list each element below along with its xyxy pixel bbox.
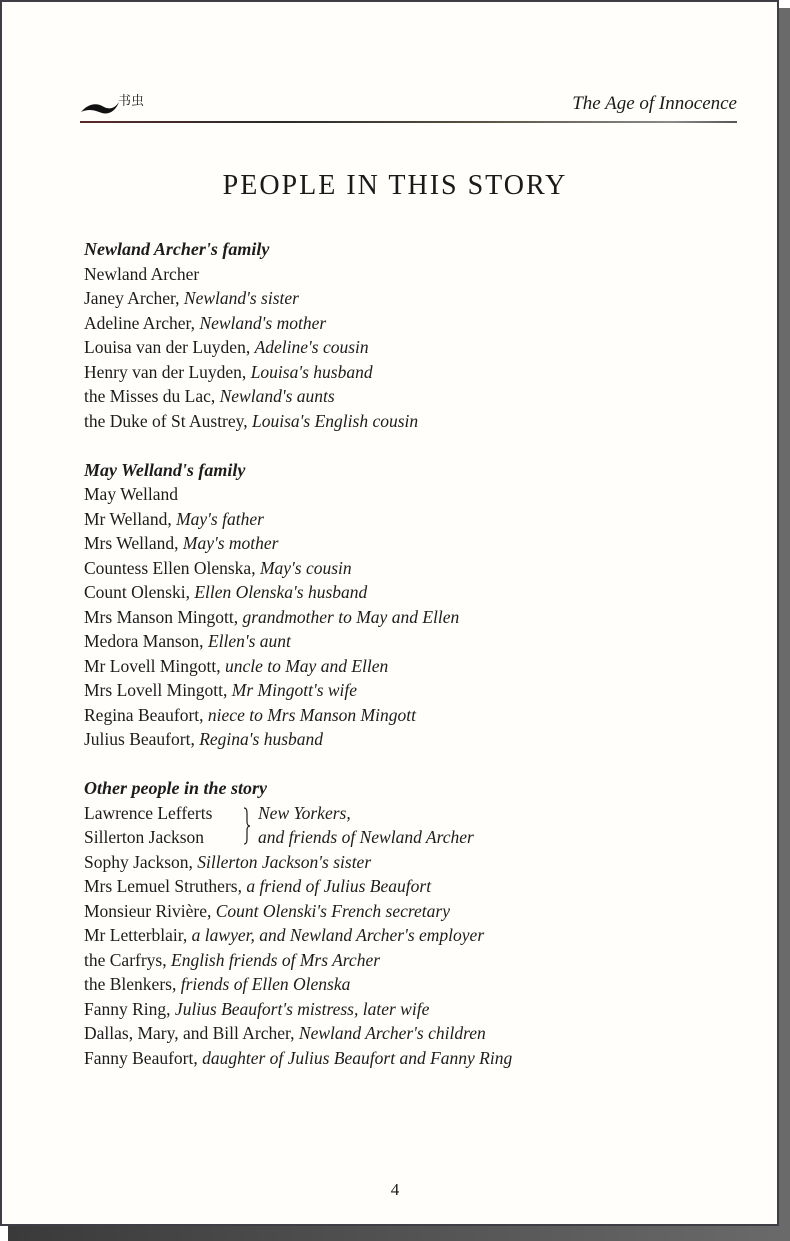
brace-names bbox=[84, 801, 212, 850]
character-entry bbox=[84, 948, 724, 973]
section-archer-family bbox=[84, 237, 724, 433]
character-name: the Carfrys, bbox=[84, 949, 171, 970]
section-heading: May Welland's family bbox=[84, 459, 246, 480]
character-entry bbox=[84, 580, 724, 605]
character-name: Mrs Manson Mingott, bbox=[84, 606, 243, 627]
character-entry bbox=[84, 899, 724, 924]
character-name: the Duke of St Austrey, bbox=[84, 410, 253, 431]
character-desc: daughter of Julius Beaufort and Fanny Ring bbox=[202, 1047, 513, 1068]
character-entry bbox=[84, 360, 724, 385]
character-desc: Count Olenski's French secretary bbox=[215, 900, 450, 921]
header-rule bbox=[80, 121, 737, 123]
brace-description bbox=[258, 801, 474, 850]
character-desc: Louisa's husband bbox=[250, 361, 373, 382]
character-name: the Misses du Lac, bbox=[84, 386, 220, 406]
publisher-logo bbox=[80, 92, 160, 120]
character-entry bbox=[84, 923, 724, 948]
character-entry bbox=[84, 972, 724, 997]
character-name: Monsieur Rivière, bbox=[84, 900, 216, 921]
character-entry bbox=[84, 727, 724, 752]
page-title: PEOPLE IN THIS STORY bbox=[222, 170, 568, 201]
character-desc: Mr Mingott's wife bbox=[231, 680, 358, 700]
character-entry bbox=[84, 629, 724, 654]
character-desc: Adeline's cousin bbox=[254, 337, 369, 357]
book-title: The Age of Innocence bbox=[572, 93, 737, 114]
character-entry bbox=[84, 654, 724, 679]
character-name: Mrs Lovell Mingott, bbox=[84, 680, 232, 700]
character-entry bbox=[84, 850, 724, 875]
character-desc: uncle to May and Ellen bbox=[224, 655, 389, 676]
entries bbox=[84, 850, 724, 1071]
character-entry bbox=[84, 409, 724, 434]
logo-text: 书虫 bbox=[118, 94, 145, 109]
section-heading: Other people in the story bbox=[84, 778, 267, 798]
character-name: Newland Archer bbox=[84, 263, 200, 284]
character-name: Adeline Archer, bbox=[84, 312, 200, 333]
character-entry bbox=[84, 1046, 724, 1071]
character-entry bbox=[84, 678, 724, 703]
character-desc: and friends of Newland Archer bbox=[258, 827, 474, 847]
character-desc: May's father bbox=[176, 508, 264, 529]
character-name: Julius Beaufort, bbox=[84, 729, 200, 749]
character-desc: a friend of Julius Beaufort bbox=[246, 876, 432, 896]
right-brace-icon bbox=[242, 807, 252, 845]
character-name: Sillerton Jackson bbox=[84, 827, 205, 847]
character-name: Mr Letterblair, bbox=[84, 925, 192, 945]
character-name: Fanny Ring, bbox=[84, 998, 175, 1019]
character-desc: Julius Beaufort's mistress, later wife bbox=[174, 998, 430, 1019]
character-name: Sophy Jackson, bbox=[84, 851, 198, 872]
running-header bbox=[80, 88, 737, 124]
character-entry bbox=[84, 997, 724, 1022]
wave-brushstroke-icon bbox=[80, 98, 120, 116]
character-name: Fanny Beaufort, bbox=[84, 1047, 203, 1068]
character-name: Dallas, Mary, and Bill Archer, bbox=[84, 1023, 299, 1043]
character-name: Count Olenski, bbox=[84, 582, 195, 602]
character-name: Mrs Welland, bbox=[84, 533, 183, 553]
character-name: the Blenkers, bbox=[84, 974, 181, 994]
character-desc: Ellen Olenska's husband bbox=[194, 582, 368, 602]
character-entry bbox=[84, 703, 724, 728]
character-name: Medora Manson, bbox=[84, 631, 208, 651]
character-entry bbox=[84, 384, 724, 409]
character-name: Louisa van der Luyden, bbox=[84, 337, 255, 357]
character-entry bbox=[84, 311, 724, 336]
character-entry bbox=[84, 482, 724, 507]
character-entry bbox=[84, 286, 724, 311]
character-desc: Newland Archer's children bbox=[298, 1023, 486, 1043]
character-desc: May's mother bbox=[182, 533, 279, 553]
character-name: Lawrence Lefferts bbox=[84, 802, 213, 823]
character-desc: Sillerton Jackson's sister bbox=[197, 851, 372, 872]
character-desc: Louisa's English cousin bbox=[252, 410, 419, 431]
character-name: Mr Lovell Mingott, bbox=[84, 655, 225, 676]
character-entry bbox=[84, 507, 724, 532]
character-desc: Regina's husband bbox=[199, 729, 324, 749]
section-heading: Newland Archer's family bbox=[84, 239, 270, 259]
entries bbox=[84, 482, 724, 752]
character-name: Regina Beaufort, bbox=[84, 704, 208, 725]
entries bbox=[84, 262, 724, 434]
character-list bbox=[84, 237, 724, 1095]
page-number: 4 bbox=[390, 1180, 400, 1199]
character-entry bbox=[84, 262, 724, 287]
character-entry bbox=[84, 605, 724, 630]
character-desc: New Yorkers, bbox=[258, 802, 351, 823]
character-name: Janey Archer, bbox=[84, 288, 184, 308]
character-entry bbox=[84, 556, 724, 581]
character-desc: May's cousin bbox=[259, 557, 352, 578]
character-desc: niece to Mrs Manson Mingott bbox=[207, 704, 416, 725]
character-desc: English friends of Mrs Archer bbox=[171, 949, 381, 970]
character-desc: Newland's mother bbox=[199, 312, 327, 333]
character-name: Mr Welland, bbox=[84, 508, 177, 529]
character-name: Henry van der Luyden, bbox=[84, 361, 251, 382]
character-desc: Newland's aunts bbox=[219, 386, 335, 406]
character-desc: friends of Ellen Olenska bbox=[180, 974, 351, 994]
character-entry bbox=[84, 874, 724, 899]
brace-group bbox=[84, 801, 724, 850]
character-desc: a lawyer, and Newland Archer's employer bbox=[191, 925, 485, 945]
section-other-people bbox=[84, 776, 724, 1070]
character-desc: Newland's sister bbox=[183, 288, 299, 308]
character-desc: Ellen's aunt bbox=[207, 631, 291, 651]
section-welland-family bbox=[84, 458, 724, 752]
character-entry bbox=[84, 335, 724, 360]
character-name: May Welland bbox=[84, 484, 179, 504]
character-entry bbox=[84, 1021, 724, 1046]
character-entry bbox=[84, 531, 724, 556]
character-name: Mrs Lemuel Struthers, bbox=[84, 876, 247, 896]
character-desc: grandmother to May and Ellen bbox=[242, 606, 460, 627]
character-name: Countess Ellen Olenska, bbox=[84, 557, 260, 578]
